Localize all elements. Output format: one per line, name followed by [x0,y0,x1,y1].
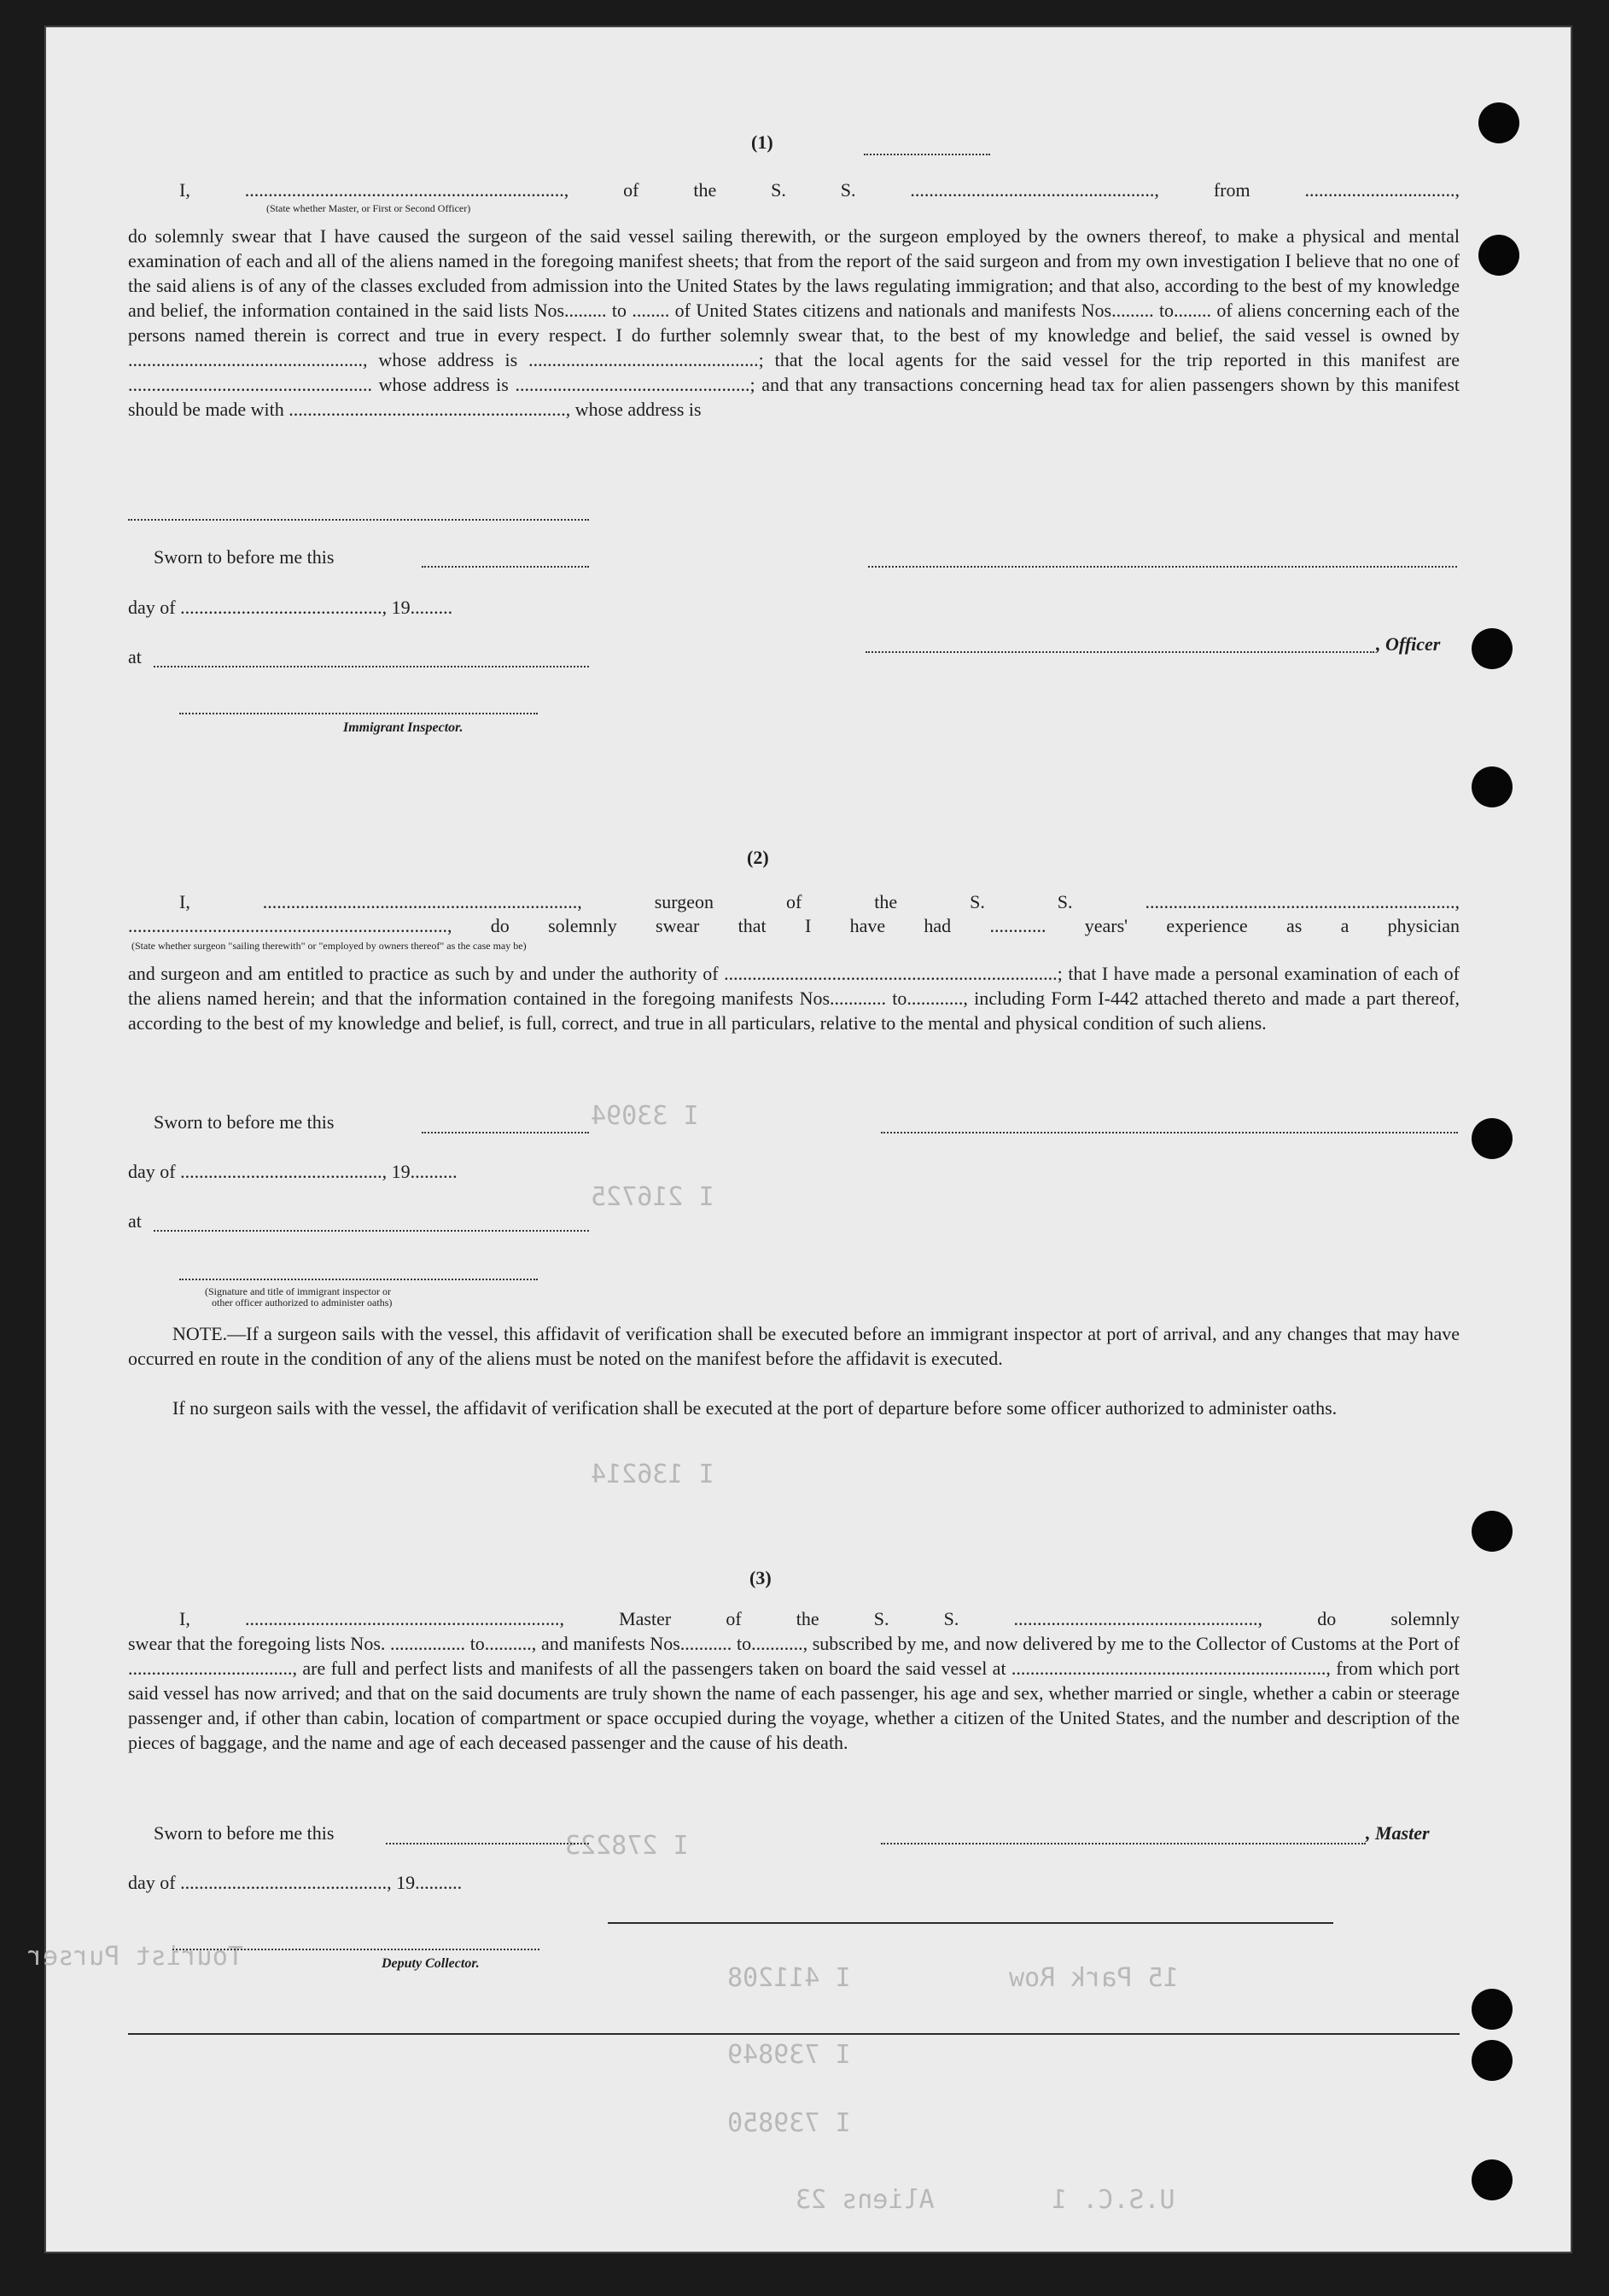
master-body: swear that the foregoing lists Nos. ................ to.........., and manifests Nos........... to..........., subscribed by me, and now delivered by me to the Collector of Customs at the Port of ..................................., are full and perfect lists and manifests of all the passengers taken on board the said vessel at ..................................................................., from which port said vessel has now arrived; and that on the said documents are truly shown the name of each passenger, his age and sex, whether married or single, whether a cabin or steerage passenger and, if other than cabin, location of compartment or space occupied during the voyage, whether a citizen of the United States, and the number and description of the pieces of baggage, and the name and age of each deceased passenger and the cause of his death. [128,1633,1460,1753]
section-number: (3) [749,1567,772,1588]
blank-line [128,519,589,521]
bottom-rule [128,2033,1460,2035]
master-intro-line: I, ..................................................................., Master of the S. S. ...................................................., do solemnly [179,1608,1460,1629]
at-label: at [128,1210,142,1232]
punch-hole [1472,1989,1513,2030]
blank-line [422,1132,589,1133]
sworn-label: Sworn to before me this [154,1822,335,1844]
bleed-through-text: I 216725 [591,1182,714,1212]
day-of-line: day of ..........................................., 19.......... [128,1161,458,1182]
signature-caption: other officer authorized to administer oaths) [212,1297,393,1308]
blank-line [154,666,589,667]
field-caption: (State whether Master, or First or Second Officer) [266,202,471,214]
inspector-label: Immigrant Inspector. [343,720,463,735]
surgeon-body: and surgeon and am entitled to practice as such by and under the authority of .......................................................................; that I have made a personal examination of each of the aliens named herein; and that the information contained in the foregoing manifests Nos............ to............, including Form I-442 attached thereto and made a part thereof, according to the best of my knowledge and belief, is full, correct, and true in all particulars, relative to the mental and physical condition of such aliens. [128,963,1460,1034]
bleed-through-text: I 739850 [727,2108,851,2138]
blank-line [868,566,1457,568]
affidavit-sheet [27,26,1572,2253]
section-number: (1) [751,131,773,153]
day-of-line: day of ..........................................., 19......... [128,597,453,618]
note-paragraph: If no surgeon sails with the vessel, the affidavit of verification shall be executed at the port of departure before some officer authorized to administer oaths. [172,1397,1338,1419]
bleed-through-text: I 278223 [565,1831,689,1861]
bleed-through-text: I 33094 [591,1101,699,1131]
punch-hole [1472,1511,1513,1552]
day-of-line: day of ............................................, 19.......... [128,1872,463,1893]
at-label: at [128,646,142,667]
deputy-collector-label: Deputy Collector. [382,1956,480,1971]
bleed-through-text: Aliens 23 [796,2185,935,2215]
inspector-signature-line [179,1279,538,1280]
note-paragraph: NOTE.—If a surgeon sails with the vessel, this affidavit of verification shall be executed before an immigrant inspector at port of arrival, and any changes that may have occurred en route in the condition of any of the aliens must be noted on the manifest before the affidavit is executed. [128,1323,1460,1369]
master-label: , Master [1366,1822,1430,1844]
punch-hole [1478,235,1519,276]
bleed-through-text: 15 Park Row [1009,1963,1179,1993]
blank-line [422,566,589,568]
inspector-signature-line [179,713,538,714]
oath-body: do solemnly swear that I have caused the surgeon of the said vessel sailing therewith, or the surgeon employed by the owners thereof, to make a physical and mental examination of each and all of the aliens named in the foregoing manifest sheets; that from the report of the said surgeon and from my own investigation I believe that no one of the said aliens is of any of the classes excluded from admission into the United States by the laws regulating immigration; and that also, according to the best of my knowledge and belief, the information contained in the said lists Nos......... to ........ of United States citizens and nationals and manifests Nos......... to........ of aliens concerning each of the persons named therein is correct and true in every respect. I do further solemnly swear that, to the best of my knowledge and belief, the said vessel is owned by .................................................., whose address is .................................................; that the local agents for the said vessel for the trip reported in this manifest are .................................................... whose address is ..................................................; and that any transactions concerning head tax for alien passengers shown by this manifest should be made with ..........................................................., whose address is [128,225,1460,420]
surgeon-intro-line: I, ..................................................................., surgeon of the S. S. .................................................................., [179,891,1460,912]
punch-hole [1472,2040,1513,2081]
field-caption: (State whether surgeon "sailing therewith" or "employed by owners thereof" as the case may be) [131,940,527,952]
punch-hole [1472,2159,1513,2200]
officer-label: , Officer [1376,633,1441,655]
bleed-through-text: I 411208 [727,1963,851,1993]
blank-line [386,1843,589,1844]
signature-rule [608,1922,1333,1924]
punch-hole [1472,766,1513,807]
oath-intro-line: I, ...................................................................., of the S. S. ...................................................., from ................................, [179,179,1460,201]
sworn-label: Sworn to before me this [154,1111,335,1133]
blank-line [864,154,990,155]
section-number: (2) [747,847,769,868]
master-signature-line [881,1843,1366,1844]
officer-signature-line [866,651,1374,653]
bleed-through-text: Tourist Purser [27,1942,243,1972]
collector-signature-line [172,1949,539,1950]
punch-hole [1472,1118,1513,1159]
punch-hole [1472,628,1513,669]
surgeon-line-2: ...................................................................., do solemnly swear that I have had ............ years' experience as a physician [128,915,1460,936]
signature-caption: (Signature and title of immigrant inspector or [205,1285,391,1297]
punch-hole [1478,102,1519,143]
bleed-through-text: I 136214 [591,1460,714,1489]
sworn-label: Sworn to before me this [154,546,335,568]
surgeon-signature-line [881,1132,1458,1133]
bleed-through-text: I 739849 [727,2040,851,2070]
blank-line [154,1230,589,1232]
bleed-through-text: U.S.C. 1 [1052,2185,1175,2215]
